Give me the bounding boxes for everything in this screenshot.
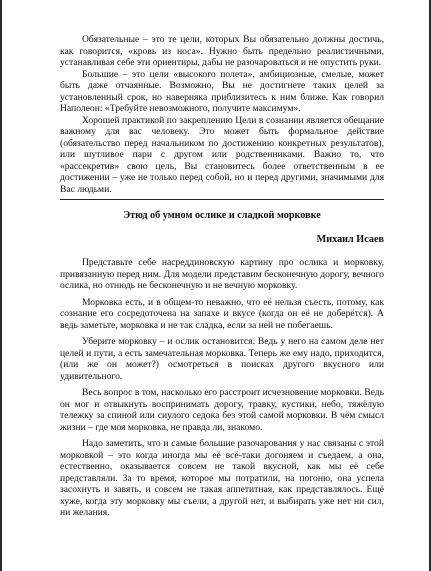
article-paragraph: Представьте себе насреддиновскую картину про ослика и морковку, привязанную перед ним. Для модели представим бесконечную дорогу, вечного ослика, но отнюдь не бесконечную и не вечную морковку. bbox=[60, 257, 384, 291]
article-paragraph: Весь вопрос в том, насколько его расстроит исчезновение морковки. Ведь он мог и отвыкнуть воспринимать дорогу, травку, кустики, небо, тяжёлую тележку за спиной или сиулого седока без этой самой морковки. В чём смысл жизни – где моя морковка, не правда ли, знакомо. bbox=[60, 387, 384, 433]
page-content bbox=[60, 34, 384, 519]
section-divider bbox=[60, 199, 384, 200]
paragraph-mandatory-goals: Обязательные – это те цели, которых Вы обязательно должны достичь, как говорится, «кровь из носа». Нужно быть предельно реалистичными, устанавливая себе эти ориентиры, дабы не разочароваться и не опустить руки. bbox=[60, 34, 384, 68]
article-paragraph: Морковка есть, и в общем-то неважно, что её нельзя съесть, потому, как сознание его сосредоточена на запахе и вкусе (когда он её не доберётся). А ведь заметьте, морковка и не так сладка, если за ней не побегаешь. bbox=[60, 296, 384, 331]
paragraph-promise-practice: Хорошей практикой по закреплению Цели в сознании является обещание важному для вас человеку. Это может быть формальное действие (обязательство перед начальником по достижению конкретных результатов), или шутливое пари с другом или родственниками. Важно то, что «рассекретив» свою цель, Вы становитесь более ответственным в ее достижении – уже не только перед собой, но и перед другими, значимыми для Вас людьми. bbox=[60, 114, 384, 195]
article-paragraph: Надо заметить, что и самые большие разочарования у нас связаны с этой морковкой – это когда иногда мы её всё-таки догоняем и съедаем, а она, естественно, оказывается совсем не такой вкусной, как мы её себе представляли. За то время, которое мы потратили, на погоню, она успела засохнуть и завять, и совсем не такая аппетитная, как представлялось. Ещё хуже, когда эту морковку мы съели, а другой нет, и выбирать уже нет ни сил, ни желания. bbox=[60, 438, 384, 518]
article-paragraph: Уберите морковку – и ослик остановится. Ведь у него на самом деле нет целей и пути, а есть замечательная морковка. Теперь же ему надо, приходится, (или же он может?) осмотреться в поисках другого вкусного или удивительного. bbox=[60, 336, 384, 382]
article-title: Этюд об умном ослике и сладкой морковке bbox=[123, 210, 321, 221]
article-author: Михаил Исаев bbox=[316, 233, 384, 245]
paragraph-big-goals: Большие – это цели «высокого полета», амбициозные, смелые, может быть даже отчаянные. Возможно, Вы не достигнете таких целей за установленный срок, но наверняка приблизитесь к ним ближе. Как говорил Наполеон: «Требуйте невозможного, получите максимум». bbox=[60, 68, 384, 114]
